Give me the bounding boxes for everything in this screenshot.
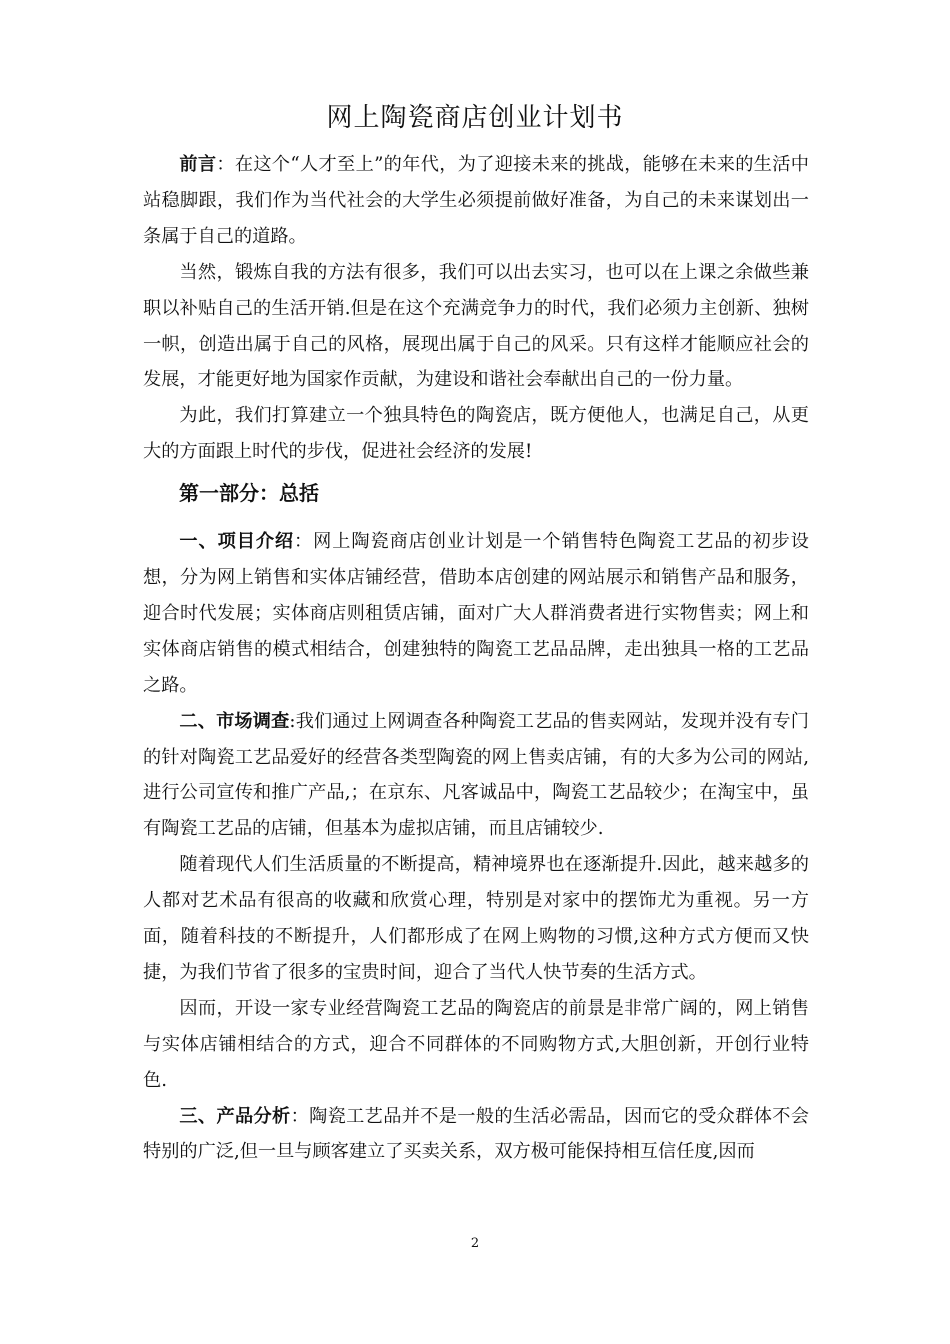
preface-lead: 前言 [179, 154, 217, 175]
document-title: 网上陶瓷商店创业计划书 [326, 103, 624, 133]
project-intro-separator: ： [294, 531, 314, 553]
product-analysis-separator: ： [290, 1105, 310, 1127]
product-analysis-text: 陶瓷工艺品并不是一般的生活必需品，因而它的受众群体不会特别的广泛,但一旦与顾客建立了买卖关系，双方极可能保持相互信任度,因而 [143, 1105, 809, 1163]
page-number: 2 [470, 1236, 480, 1251]
body-paragraph: 当然，锻炼自我的方法有很多，我们可以出去实习，也可以在上课之余做些兼职以补贴自己的生活开销.但是在这个充满竞争力的时代，我们必须力主创新、独树一帜，创造出属于自己的风格，展现出属于自己的风采。只有这样才能顺应社会的发展，才能更好地为国家作贡献，为建设和谐社会奉献出自己的一份力量。 [143, 261, 809, 391]
market-survey-paragraph [143, 704, 809, 848]
project-intro-lead: 一、项目介绍 [179, 531, 295, 553]
body-paragraph: 因而，开设一家专业经营陶瓷工艺品的陶瓷店的前景是非常广阔的，网上销售与实体店铺相结合的方式，迎合不同群体的不同购物方式,大胆创新，开创行业特色. [143, 997, 809, 1091]
body-paragraph: 随着现代人们生活质量的不断提高，精神境界也在逐渐提升.因此，越来越多的人都对艺术品有很高的收藏和欣赏心理，特别是对家中的摆饰尤为重视。另一方面，随着科技的不断提升，人们都形成了在网上购物的习惯,这种方式方便而又快捷，为我们节省了很多的宝贵时间，迎合了当代人快节奏的生活方式。 [143, 854, 809, 983]
project-intro-text: 网上陶瓷商店创业计划是一个销售特色陶瓷工艺品的初步设想，分为网上销售和实体店铺经营，借助本店创建的网站展示和销售产品和服务，迎合时代发展；实体商店则租赁店铺，面对广大人群消费者进行实物售卖；网上和实体商店销售的模式相结合，创建独特的陶瓷工艺品品牌，走出独具一格的工艺品之路。 [143, 531, 809, 696]
product-analysis-lead: 三、产品分析 [179, 1105, 291, 1127]
document-body [143, 147, 809, 1170]
body-paragraph: 为此，我们打算建立一个独具特色的陶瓷店，既方便他人，也满足自己，从更大的方面跟上时代的步伐，促进社会经济的发展! [143, 405, 809, 463]
market-survey-separator: : [289, 710, 296, 732]
preface-paragraph [143, 147, 809, 255]
section-heading: 第一部分：总括 [179, 481, 319, 506]
market-survey-text: 我们通过上网调查各种陶瓷工艺品的售卖网站，发现并没有专门的针对陶瓷工艺品爱好的经营各类型陶瓷的网上售卖店铺，有的大多为公司的网站,进行公司宣传和推广产品,；在京东、凡客诚品中，陶瓷工艺品较少；在淘宝中，虽有陶瓷工艺品的店铺，但基本为虚拟店铺，而且店铺较少. [143, 710, 809, 840]
preface-lead-separator: ： [216, 154, 235, 175]
market-survey-lead: 二、市场调查 [179, 710, 290, 732]
project-intro-paragraph [143, 524, 809, 704]
preface-text: 在这个“人才至上”的年代，为了迎接未来的挑战，能够在未来的生活中站稳脚跟，我们作为当代社会的大学生必须提前做好准备，为自己的未来谋划出一条属于自己的道路。 [143, 154, 809, 247]
product-analysis-paragraph [143, 1099, 809, 1171]
